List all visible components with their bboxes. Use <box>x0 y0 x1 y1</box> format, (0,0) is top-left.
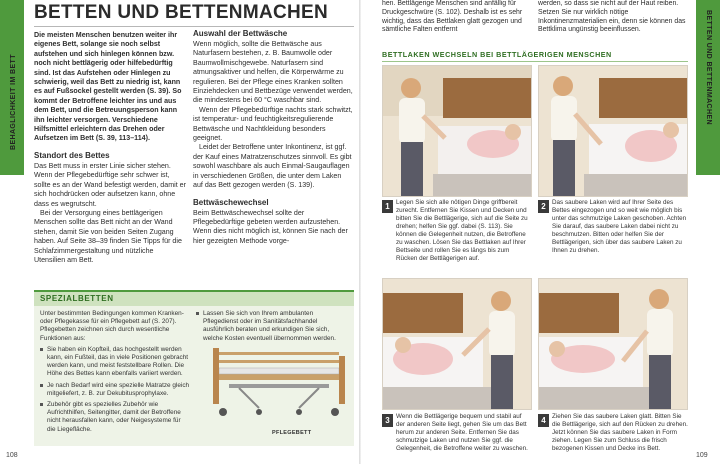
step-3-text: Wenn die Bettlägerige bequem und stabil auf der anderen Seite liegt, gehen Sie um das Bett herum zur anderen Seite. Entfernen Sie das schmutzige Laken und nutzen Sie ggf. die Gelegenheit, die Betroffene weiter zu waschen. <box>396 413 528 452</box>
bullet-item: Lassen Sie sich von Ihrem ambulanten Pflegedienst oder im Sanitätsfachhandel ausführlich beraten und erkundigen Sie sich, welche Kosten eventuell übernommen werden. <box>196 310 348 343</box>
heading-bedding-choice: Auswahl der Bettwäsche <box>193 29 288 38</box>
step-1-photo <box>382 65 532 197</box>
paragraph: werden, so dass sie nicht auf der Haut reiben. Setzen Sie nur wirklich nötige Inkontinenzmaterialien ein, denn sie können das Bettklima ungünstig beeinflussen. <box>538 0 686 34</box>
heading-bed-location: Standort des Bettes <box>34 150 110 160</box>
care-bed-illustration <box>209 338 349 420</box>
step-number: 2 <box>538 200 549 213</box>
special-beds-box <box>34 290 354 446</box>
book-gutter <box>359 0 361 464</box>
paragraph: Das Bett muss in erster Linie sicher stehen. Wenn der Pflegebedürftige sehr schwer ist, sollte es an der Wand befestigt werden, damit er sich hochdrücken oder aufsetzen kann, ohne dass es wegrutscht. <box>34 161 186 208</box>
step-4-text: Ziehen Sie das saubere Laken glatt. Bitten Sie die Bettlägerige, sich auf den Rücken zu drehen. Jetzt können Sie das saubere Laken in Form ziehen. Legen Sie zum Schluss die frisch bezogenen Kissen und Decke ins Bett. <box>552 413 688 452</box>
chapter-label-left: BEHAGLICHKEIT IM BETT <box>10 54 17 150</box>
chapter-label-right: BETTEN UND BETTENMACHEN <box>705 10 712 125</box>
text-column-3 <box>382 0 532 35</box>
intro-paragraph: Die meisten Menschen benutzen weiter ihr eigenes Bett, solange sie noch selbst aufstehen und sich hinlegen können bzw. noch nicht bettlägerig oder hilfebedürftig sind. Ist das Aufstehen oder Hinlegen zu schwierig, weil das Bett zu niedrig ist, kann es auf Fußsockel gestellt werden (S. 39). So kommt der Betroffene leichter ins und aus dem Bett, und die Betreuungsperson kann ihn leichter versorgen. Verschiedene Hilfsmittel erleichtern das Drehen oder Aufsetzen im Bett (S. 39, 113–114). <box>34 31 182 143</box>
box-intro: Unter bestimmten Bedingungen kommen Kranken- oder Pflegekasse für ein Pflegebett auf (S. 207). Pflegebetten zeichnen sich durch wesentliche Funktionen aus: <box>40 310 184 342</box>
page-number-left: 108 <box>6 452 18 459</box>
section-heading: BETTLAKEN WECHSELN BEI BETTLÄGERIGEN MENSCHEN <box>382 50 612 59</box>
text-column-4 <box>538 0 688 35</box>
step-number: 3 <box>382 414 393 427</box>
step-3-photo <box>382 278 532 410</box>
paragraph: hen. Bettlägerige Menschen sind anfällig für Druckgeschwüre (S. 102). Deshalb ist es sehr wichtig, dass das Bettlaken glatt gezogen und sämtliche Falten entfernt <box>382 0 523 34</box>
step-number: 1 <box>382 200 393 213</box>
step-1-text: Legen Sie sich alle nötigen Dinge griffbereit zurecht. Entfernen Sie Kissen und Decken und bitten Sie die Bettlägerige, sich auf die Seite zu drehen; helfen Sie ggf. dabei (S. 113). Sie können die Gelegenheit nutzen, die Betroffene zu waschen. Lösen Sie das Bettlaken auf Ihrer Bettseite und rollen Sie es längs bis zum Rücken der Bettlägerigen auf. <box>396 199 528 262</box>
paragraph: Beim Bettwäschewechsel sollte der Pflegebedürftige gebeten werden aufzustehen. Wenn dies nicht möglich ist, können Sie nach der hier gezeigten Methode vorge- <box>193 208 348 245</box>
step-2-text: Das saubere Laken wird auf Ihrer Seite des Bettes eingezogen und so weit wie möglich bis unter das schmutzige Laken geschoben. Achten Sie darauf, das saubere Laken dabei nicht zu beschmutzen. Bitten oder helfen Sie der Bettlägerigen, sich über das saubere Laken zu Ihnen zu drehen. <box>552 199 687 254</box>
text-column-2 <box>193 26 353 246</box>
bullet-item: Sie haben ein Kopfteil, das hochgestellt werden kann, ein Fußteil, das in viele Positionen gebracht werden kann, und meist feststellbare Rollen. Die Höhe des Bettes kann ebenfalls variiert werden. <box>40 346 190 379</box>
heading-bedding-change: Bettwäschewechsel <box>193 197 269 207</box>
page-title: BETTEN UND BETTENMACHEN <box>34 2 329 23</box>
bullet-item: Zubehör gibt es spezielles Zubehör wie Aufrichthilfen, Seitengitter, damit der Betroffene nicht herausfallen kann, oder Neigesysteme für die Liegefläche. <box>40 401 190 434</box>
bed-caption: PFLEGEBETT <box>272 430 312 436</box>
paragraph: Leidet der Betroffene unter Inkontinenz, ist ggf. der Kauf eines Matratzenschutzes sinnvoll. Es gibt sowohl waschbare als auch Einmal-Saugauflagen in verschiedenen Größen, die unter dem Laken auf das Bett gezogen werden (S. 139). <box>193 143 352 190</box>
step-number: 4 <box>538 414 549 427</box>
step-2-photo <box>538 65 688 197</box>
box-column-left <box>40 310 190 434</box>
page-number-right: 109 <box>696 452 708 459</box>
box-title: SPEZIALBETTEN <box>40 294 114 303</box>
section-divider <box>382 61 688 62</box>
paragraph: Bei der Versorgung eines bettlägerigen Menschen sollte das Bett nicht an der Wand stehen, damit Sie von beiden Seiten Zugang haben. Auf Seite 38–39 finden Sie Tipps für die Schlafzimmergestaltung und nützliche Utensilien am Bett. <box>34 208 182 264</box>
paragraph: Wenn möglich, sollte die Bettwäsche aus Naturfasern bestehen, z. B. Baumwolle oder Baumwollmischgewebe. Naturfasern sind atmungsaktiver und helfen, die Körperwärme zu regulieren. Bei der Pflege eines Kranken sollten Einziehdecken und Bettbezüge verwendet werden, die mindestens bei 60 °C waschbar sind. <box>193 40 353 105</box>
text-column-1 <box>34 31 186 265</box>
step-4-photo <box>538 278 688 410</box>
paragraph: Wenn der Pflegebedürftige nachts stark schwitzt, ist temperatur- und feuchtigkeitsregulierende Bettwäsche und Nachtkleidung besonders geeignet. <box>193 105 353 143</box>
bullet-item: Je nach Bedarf wird eine spezielle Matratze gleich mitgeliefert, z. B. zur Dekubitusprophylaxe. <box>40 382 190 398</box>
